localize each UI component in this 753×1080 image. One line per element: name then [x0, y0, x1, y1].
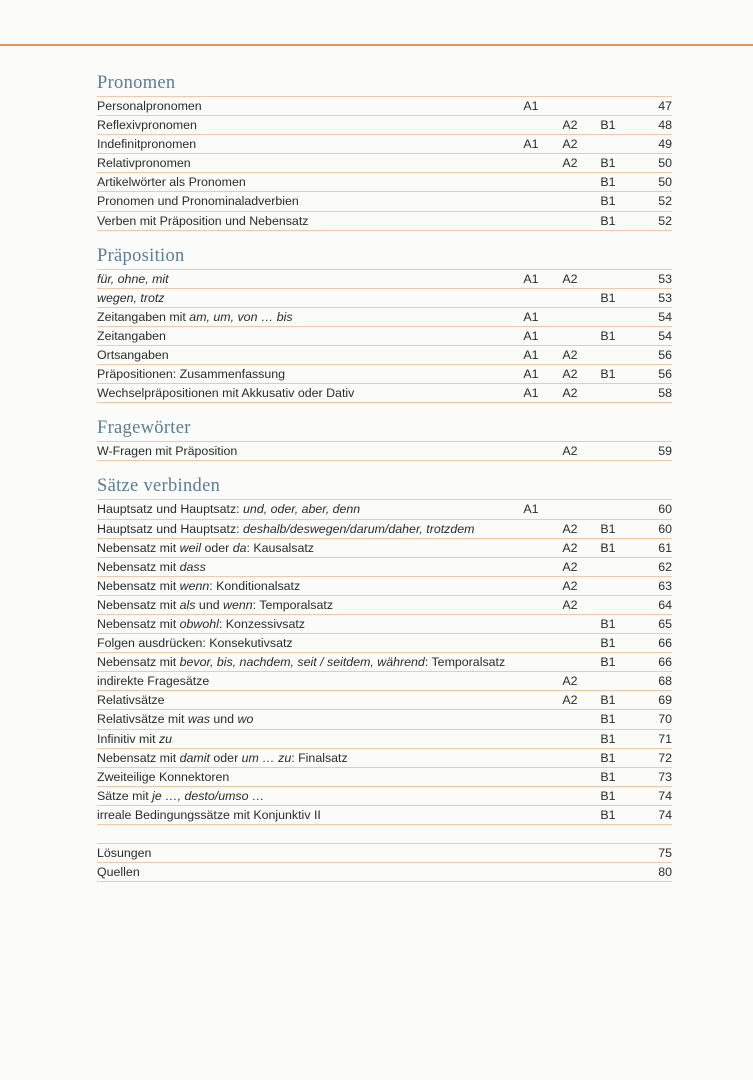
page-number: 73 — [658, 769, 672, 784]
toc-title-italic: für, ohne, mit — [97, 271, 169, 286]
toc-title-italic: wenn — [179, 578, 210, 593]
level-a1: A1 — [523, 309, 539, 324]
section-heading: Sätze verbinden — [97, 476, 221, 497]
toc-row[interactable] — [97, 596, 672, 615]
level-a2: A2 — [562, 444, 578, 459]
toc-title-text: Hauptsatz und Hauptsatz: — [97, 521, 244, 536]
level-b1: B1 — [600, 769, 616, 784]
page-number: 49 — [658, 137, 672, 152]
toc-title-italic: dass — [179, 559, 206, 574]
toc-entry-title — [97, 749, 348, 767]
top-orange-rule — [0, 44, 753, 46]
toc-row[interactable] — [97, 365, 672, 384]
page-number: 56 — [658, 348, 672, 363]
toc-title-text: oder — [201, 540, 233, 555]
toc-title-text: Nebensatz mit — [97, 597, 180, 612]
toc-entry-title — [97, 192, 299, 210]
toc-title-text: Folgen ausdrücken: Konsekutivsatz — [97, 636, 293, 651]
page-number: 66 — [658, 655, 672, 670]
toc-title-text: Zeitangaben — [97, 328, 166, 343]
page-number: 54 — [658, 328, 672, 343]
level-a2: A2 — [562, 156, 578, 171]
page-number: 71 — [658, 731, 672, 746]
toc-entry-title — [97, 520, 474, 538]
toc-row[interactable] — [97, 270, 672, 289]
toc-title-text: Indefinitpronomen — [97, 137, 197, 152]
toc-row[interactable] — [97, 787, 672, 806]
level-b1: B1 — [600, 636, 616, 651]
toc-row[interactable] — [97, 539, 672, 558]
page-number: 53 — [658, 271, 672, 286]
level-b1: B1 — [600, 521, 616, 536]
toc-title-text: Nebensatz mit — [97, 578, 180, 593]
level-a1: A1 — [523, 137, 539, 152]
toc-entry-title — [97, 806, 321, 824]
page-number: 62 — [658, 559, 672, 574]
section-spacer — [97, 461, 672, 473]
toc-row[interactable] — [97, 768, 672, 787]
toc-title-text: : Konditionalsatz — [209, 578, 301, 593]
level-b1: B1 — [600, 731, 616, 746]
toc-entry-title — [97, 730, 172, 748]
toc-entry-title — [97, 346, 169, 364]
page-number: 56 — [658, 367, 672, 382]
page-number: 59 — [658, 444, 672, 459]
toc-title-text: Relativsätze mit — [97, 712, 188, 727]
toc-row[interactable] — [97, 577, 672, 596]
toc-title-italic: als — [179, 597, 196, 612]
level-b1: B1 — [600, 194, 616, 209]
page-number: 70 — [658, 712, 672, 727]
level-a2: A2 — [562, 348, 578, 363]
toc-row[interactable] — [97, 154, 672, 173]
toc-title-text: Infinitiv mit — [97, 731, 159, 746]
page-number: 58 — [658, 386, 672, 401]
page-number: 52 — [658, 213, 672, 228]
toc-entry-title — [97, 615, 305, 633]
toc-title-text: irreale Bedingungssätze mit Konjunktiv II — [97, 807, 321, 822]
toc-title-text: Artikelwörter als Pronomen — [97, 175, 246, 190]
toc-title-text: Wechselpräpositionen mit Akkusativ oder Dativ — [97, 386, 355, 401]
toc-entry-title — [97, 539, 314, 557]
toc-title-text: Nebensatz mit — [97, 655, 180, 670]
toc-title-text: Personalpronomen — [97, 99, 202, 113]
page-number: 60 — [658, 521, 672, 536]
toc-row[interactable] — [97, 672, 672, 691]
toc-title-text: : Konzessivsatz — [218, 616, 305, 631]
level-b1: B1 — [600, 750, 616, 765]
page-number: 47 — [658, 99, 672, 113]
level-b1: B1 — [600, 290, 616, 305]
toc-title-italic: da — [232, 540, 247, 555]
toc-entry-title — [97, 634, 293, 652]
toc-title-text: Verben mit Präposition und Nebensatz — [97, 213, 309, 228]
toc-title-text: und — [195, 597, 224, 612]
toc-row[interactable] — [97, 289, 672, 308]
page-number: 50 — [658, 156, 672, 171]
toc-title-italic: obwohl — [179, 616, 219, 631]
page-number: 53 — [658, 290, 672, 305]
page-number: 69 — [658, 693, 672, 708]
toc-title-text: W-Fragen mit Präposition — [97, 444, 238, 459]
toc-title-italic: wegen, trotz — [97, 290, 165, 305]
toc-row[interactable] — [97, 442, 672, 461]
section-spacer — [97, 231, 672, 243]
toc-title-text: Nebensatz mit — [97, 750, 180, 765]
toc-title-text: Nebensatz mit — [97, 540, 180, 555]
toc-entry-title — [97, 442, 237, 460]
page-number: 52 — [658, 194, 672, 209]
level-a1: A1 — [523, 348, 539, 363]
page-number: 68 — [658, 674, 672, 689]
toc-row[interactable] — [97, 135, 672, 154]
level-a2: A2 — [562, 597, 578, 612]
toc-title-text: Relativsätze — [97, 693, 165, 708]
toc-title-text: Pronomen und Pronominaladverbien — [97, 194, 299, 209]
page-number: 64 — [658, 597, 672, 612]
page-number: 48 — [658, 118, 672, 133]
toc-entry-title — [97, 365, 285, 383]
toc-entry-title — [97, 672, 209, 690]
toc-entry-title — [97, 787, 264, 805]
level-b1: B1 — [600, 655, 616, 670]
toc-entry-title — [97, 768, 229, 786]
toc-entry-title — [97, 653, 505, 671]
appendix-list — [97, 843, 672, 882]
toc-row[interactable] — [97, 730, 672, 749]
toc-entry-title — [97, 97, 202, 115]
toc-title-italic: bevor, bis, nachdem, seit / seitdem, während — [179, 655, 425, 670]
toc-title-text: Reflexivpronomen — [97, 118, 197, 133]
page-number: 80 — [658, 865, 672, 880]
toc-title-italic: wo — [237, 712, 254, 727]
section-heading: Präposition — [97, 245, 185, 266]
toc-entry-title — [97, 154, 191, 172]
toc-row[interactable] — [97, 500, 672, 519]
level-b1: B1 — [600, 213, 616, 228]
toc-entry-title: Quellen — [97, 865, 140, 880]
toc-row[interactable] — [97, 520, 672, 539]
toc-title-text: : Temporalsatz — [424, 655, 506, 670]
toc-row[interactable] — [97, 212, 672, 231]
level-b1: B1 — [600, 156, 616, 171]
toc-title-text: oder — [209, 750, 242, 765]
page-number: 74 — [658, 788, 672, 803]
toc-entry-title — [97, 500, 360, 518]
toc-title-text: : Temporalsatz — [252, 597, 334, 612]
toc-title-italic: wenn — [223, 597, 253, 612]
toc-row[interactable] — [97, 749, 672, 768]
level-a1: A1 — [523, 99, 539, 113]
level-b1: B1 — [600, 367, 616, 382]
level-b1: B1 — [600, 118, 616, 133]
toc-entry-title — [97, 596, 333, 614]
level-a2: A2 — [562, 674, 578, 689]
appendix-spacer — [97, 825, 672, 843]
toc-entry-title: Lösungen — [97, 846, 152, 860]
level-b1: B1 — [600, 616, 616, 631]
toc-title-italic: um … zu — [241, 750, 292, 765]
toc-row[interactable] — [97, 116, 672, 135]
page-number: 65 — [658, 616, 672, 631]
level-a2: A2 — [562, 367, 578, 382]
toc-entry-title — [97, 327, 166, 345]
toc-row[interactable] — [97, 710, 672, 729]
toc-title-italic: zu — [158, 731, 173, 746]
toc-row[interactable] — [97, 863, 672, 882]
toc-title-text: Zeitangaben mit — [97, 309, 190, 324]
level-a2: A2 — [562, 559, 578, 574]
toc-entry-title — [97, 289, 165, 307]
toc-row[interactable] — [97, 173, 672, 192]
level-b1: B1 — [600, 328, 616, 343]
toc-title-italic: weil — [179, 540, 201, 555]
toc-row[interactable] — [97, 308, 672, 327]
toc-row[interactable] — [97, 634, 672, 653]
page-number: 61 — [658, 540, 672, 555]
toc-row[interactable] — [97, 346, 672, 365]
toc-row[interactable] — [97, 558, 672, 577]
level-a2: A2 — [562, 386, 578, 401]
toc-entry-title — [97, 558, 206, 576]
level-a2: A2 — [562, 271, 578, 286]
toc-entry-title — [97, 173, 246, 191]
toc-entry-title — [97, 308, 293, 326]
page-number: 60 — [658, 502, 672, 517]
page-number: 50 — [658, 175, 672, 190]
toc-title-italic: damit — [179, 750, 210, 765]
page-number: 63 — [658, 578, 672, 593]
page-number: 74 — [658, 807, 672, 822]
toc-entry-title — [97, 710, 253, 728]
level-a1: A1 — [523, 502, 539, 517]
toc-row[interactable] — [97, 691, 672, 710]
toc-title-italic: und, oder, aber, denn — [243, 502, 361, 517]
toc-title-italic: am, um, von … bis — [189, 309, 293, 324]
level-a2: A2 — [562, 118, 578, 133]
level-a1: A1 — [523, 328, 539, 343]
toc-title-text: Hauptsatz und Hauptsatz: — [97, 502, 244, 517]
page-number: 54 — [658, 309, 672, 324]
toc-title-text: Relativpronomen — [97, 156, 191, 171]
level-a2: A2 — [562, 137, 578, 152]
level-b1: B1 — [600, 712, 616, 727]
toc-title-italic: je …, desto/umso … — [152, 788, 265, 803]
level-a1: A1 — [523, 386, 539, 401]
toc-row[interactable] — [97, 806, 672, 825]
toc-title-text: Nebensatz mit — [97, 616, 180, 631]
level-a1: A1 — [523, 367, 539, 382]
toc-row[interactable] — [97, 844, 672, 863]
toc-title-text: indirekte Fragesätze — [97, 674, 210, 689]
toc-title-text: Sätze mit — [97, 788, 153, 803]
section-heading: Pronomen — [97, 73, 176, 93]
level-a2: A2 — [562, 578, 578, 593]
level-b1: B1 — [600, 175, 616, 190]
table-of-contents — [97, 70, 672, 882]
toc-title-text: : Finalsatz — [291, 750, 348, 765]
toc-entry-title — [97, 270, 169, 288]
toc-entry-title — [97, 135, 196, 153]
level-a1: A1 — [523, 271, 539, 286]
level-a2: A2 — [562, 693, 578, 708]
toc-title-text: Ortsangaben — [97, 348, 169, 363]
toc-row[interactable] — [97, 327, 672, 346]
level-b1: B1 — [600, 540, 616, 555]
section-spacer — [97, 403, 672, 415]
toc-title-text: Zweiteilige Konnektoren — [97, 769, 230, 784]
toc-entry-title — [97, 116, 197, 134]
level-b1: B1 — [600, 693, 616, 708]
toc-entry-title — [97, 384, 354, 402]
toc-title-text: Präpositionen: Zusammenfassung — [97, 367, 286, 382]
level-b1: B1 — [600, 788, 616, 803]
toc-row[interactable] — [97, 192, 672, 211]
toc-title-italic: was — [187, 712, 210, 727]
level-a2: A2 — [562, 540, 578, 555]
toc-title-italic: deshalb/deswegen/darum/daher, trotzdem — [243, 521, 475, 536]
page-number: 75 — [658, 846, 672, 860]
toc-title-text: und — [209, 712, 238, 727]
toc-title-text: : Kausalsatz — [246, 540, 314, 555]
section-heading: Fragewörter — [97, 418, 191, 439]
level-a2: A2 — [562, 521, 578, 536]
toc-row[interactable] — [97, 615, 672, 634]
toc-entry-title — [97, 212, 308, 230]
level-b1: B1 — [600, 807, 616, 822]
toc-entry-title — [97, 691, 165, 709]
toc-row[interactable] — [97, 97, 672, 116]
toc-row[interactable] — [97, 384, 672, 403]
toc-entry-title — [97, 577, 300, 595]
toc-title-text: Nebensatz mit — [97, 559, 180, 574]
page-number: 66 — [658, 636, 672, 651]
page-number: 72 — [658, 750, 672, 765]
toc-row[interactable] — [97, 653, 672, 672]
